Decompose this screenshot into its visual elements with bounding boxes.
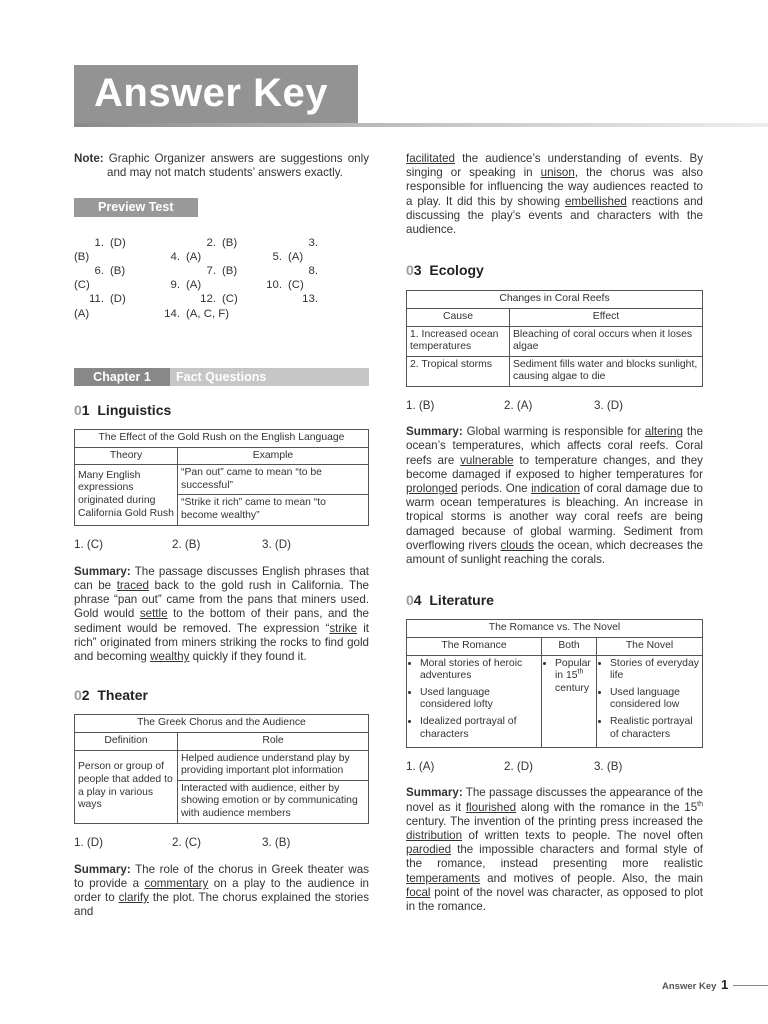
- answer-value: (B): [222, 265, 238, 278]
- chapter-label: Chapter 1: [74, 368, 170, 386]
- table-header: Both: [542, 638, 597, 656]
- list-item: • Idealized portrayal of characters: [420, 716, 538, 741]
- vocab-word: unison: [540, 166, 575, 180]
- vocab-word: traced: [116, 579, 149, 592]
- table-cell: 2. Tropical storms: [407, 356, 510, 386]
- answer-number: 8.: [308, 265, 318, 278]
- summary: Summary: Global warming is responsible for altering the ocean’s temperatures, which affects coral reefs. Coral reefs are vulnerable to temperature changes, and they become damaged if exposed to higher temperatures for prolonged periods. One indication of coral damage due to warm ocean temperatures is bleaching. An increase in tropical storms is another way coral reefs are being damaged because of global warming. Sediment from overflowing rivers clouds the ocean, which decreases the amount of sunlight reaching the corals.: [406, 425, 703, 567]
- table-cell: Sediment fills water and blocks sunlight, causing algae to die: [510, 356, 703, 386]
- answer-row: 1. (B) 2. (A) 3. (D): [406, 398, 623, 412]
- answer-value: (A, C, F): [186, 307, 230, 320]
- answer-value: (B): [110, 265, 126, 278]
- section-title: Literature: [429, 592, 494, 609]
- answer-number: 2.: [206, 236, 216, 249]
- table-caption: The Greek Chorus and the Audience: [75, 715, 369, 733]
- list-item: • Stories of everyday life: [610, 658, 699, 683]
- vocab-word: commentary: [144, 876, 209, 890]
- answer-value: (C): [288, 279, 304, 292]
- preview-test-heading: Preview Test: [74, 198, 198, 216]
- title-banner: [74, 65, 358, 125]
- left-column: [74, 152, 369, 920]
- answer-value: (C): [74, 279, 90, 292]
- answer-number: 10.: [266, 279, 282, 292]
- answer-row: 1. (D) 2. (C) 3. (B): [74, 835, 291, 849]
- section-heading: 04 Literature: [406, 592, 494, 609]
- answer-number: 14.: [164, 307, 180, 320]
- table-cell: [542, 655, 597, 748]
- chapter-subtitle: Fact Questions: [176, 369, 267, 384]
- vocab-word: embellished: [564, 194, 627, 208]
- summary: Summary: The passage discusses English phrases that can be traced back to the gold rush in California. The phrase “pan out” came from the pans that miners used. Gold would settle to the bottom of their pans, and the sediment would be removed. The expression “strike it rich” originated from miners striking the rocks to find gold and becoming wealthy quickly if they found it.: [74, 564, 370, 664]
- note-text: Graphic Organizer answers are suggestions only and may not match students’ answers exactly.: [107, 152, 369, 180]
- page-title: Answer Key: [94, 71, 328, 115]
- answer-number: 5.: [272, 250, 282, 263]
- table-header: Effect: [510, 309, 703, 327]
- table-header: Theory: [75, 447, 178, 465]
- right-column: [406, 152, 703, 914]
- footer-label: Answer Key: [662, 981, 717, 992]
- vocab-word: facilitated: [406, 152, 455, 165]
- vocab-word: prolonged: [406, 482, 458, 495]
- table-header: Cause: [407, 309, 510, 327]
- section-heading: 01 Linguistics: [74, 401, 172, 418]
- answer-number: 1.: [94, 236, 104, 249]
- page-number: 1: [721, 977, 729, 992]
- answer-number: 11.: [89, 293, 104, 306]
- list-item: • Popular in 15th century: [555, 658, 593, 696]
- title-rule: [74, 123, 768, 127]
- preview-test-header: [74, 198, 369, 216]
- answer-value: (D): [110, 293, 126, 306]
- footer-rule: [733, 985, 768, 986]
- section-title: Ecology: [429, 262, 484, 279]
- answer-value: (A): [186, 250, 202, 263]
- ecology-table: [406, 290, 703, 387]
- vocab-word: indication: [531, 482, 581, 495]
- vocab-word: clouds: [500, 538, 535, 552]
- answer-value: (A): [186, 279, 202, 292]
- table-cell: Interacted with audience, either by showing emotion or by communicating with audience members: [178, 780, 369, 823]
- linguistics-table: [74, 429, 369, 526]
- table-cell: Bleaching of coral occurs when it loses algae: [510, 326, 703, 356]
- list-item: • Used language considered lofty: [420, 687, 538, 712]
- vocab-word: focal: [406, 885, 431, 899]
- summary-continued: facilitated the audience’s understanding of events. By singing or speaking in unison, the chorus was also responsible for influencing the way audiences reacted to a play. It did this by showing embellished reactions and discussing the play’s events and characters with the audience.: [406, 152, 703, 237]
- table-header: Definition: [75, 733, 178, 751]
- answer-number: 12.: [200, 293, 216, 306]
- table-cell: [597, 655, 703, 748]
- table-header: Example: [178, 447, 369, 465]
- answer-number: 7.: [206, 265, 216, 278]
- answer-number: 4.: [170, 250, 180, 263]
- vocab-word: flourished: [465, 800, 517, 814]
- vocab-word: distribution: [406, 828, 463, 842]
- table-caption: The Romance vs. The Novel: [407, 620, 703, 638]
- vocab-word: temperaments: [406, 871, 481, 885]
- answer-value: (A): [74, 307, 90, 320]
- vocab-word: parodied: [406, 843, 452, 857]
- note-label: Note:: [74, 152, 104, 165]
- table-caption: The Effect of the Gold Rush on the English Language: [75, 430, 369, 448]
- answer-value: (A): [288, 250, 304, 263]
- vocab-word: strike: [329, 621, 358, 635]
- note: [74, 152, 369, 180]
- answer-number: 13.: [302, 293, 318, 306]
- table-cell: Person or group of people that added to a play in various ways: [75, 750, 178, 823]
- vocab-word: clarify: [118, 891, 149, 905]
- answer-row: 1. (C) 2. (B) 3. (D): [74, 537, 291, 551]
- answer-value: (B): [222, 236, 238, 249]
- table-header: The Romance: [407, 638, 542, 656]
- vocab-word: vulnerable: [460, 453, 514, 467]
- table-header: Role: [178, 733, 369, 751]
- list-item: • Used language considered low: [610, 687, 699, 712]
- table-cell: [407, 655, 542, 748]
- vocab-word: wealthy: [150, 650, 190, 664]
- table-cell: Helped audience understand play by providing important plot information: [178, 750, 369, 780]
- vocab-word: settle: [139, 607, 168, 621]
- table-cell: 1. Increased ocean temperatures: [407, 326, 510, 356]
- section-heading: 03 Ecology: [406, 262, 484, 279]
- answer-value: (B): [74, 250, 90, 263]
- summary: Summary: The passage discusses the appearance of the novel as it flourished along with the romance in the 15th century. The invention of the printing press increased the distribution of written texts to people. The novel often parodied the impossible characters and formal style of the romance, instead presenting more realistic temperaments and motives of people. Also, the main focal point of the novel was character, as opposed to plot in the romance.: [406, 786, 704, 913]
- table-cell: Many English expressions originated during California Gold Rush: [75, 465, 178, 525]
- section-title: Theater: [97, 687, 148, 704]
- table-cell: “Pan out” came to mean “to be successful”: [178, 465, 369, 495]
- preview-test-answers: [74, 236, 369, 321]
- answer-value: (D): [110, 236, 126, 249]
- section-heading: 02 Theater: [74, 687, 148, 704]
- list-item: • Moral stories of heroic adventures: [420, 658, 538, 683]
- answer-row: 1. (A) 2. (D) 3. (B): [406, 760, 623, 774]
- answer-number: 6.: [94, 265, 104, 278]
- vocab-word: altering: [644, 425, 683, 439]
- summary: Summary: The role of the chorus in Greek theater was to provide a commentary on a play to the audience in order to clarify the plot. The chorus explained the stories and: [74, 862, 369, 919]
- chapter-header: [74, 368, 369, 386]
- theater-table: [74, 714, 369, 823]
- table-caption: Changes in Coral Reefs: [407, 291, 703, 309]
- section-title: Linguistics: [97, 401, 172, 418]
- list-item: • Realistic portrayal of characters: [610, 716, 699, 741]
- answer-value: (C): [222, 293, 238, 306]
- answer-number: 9.: [170, 279, 180, 292]
- page-footer: [662, 977, 728, 992]
- table-cell: “Strike it rich” came to mean “to become wealthy”: [178, 495, 369, 525]
- literature-table: [406, 619, 703, 748]
- table-header: The Novel: [597, 638, 703, 656]
- answer-number: 3.: [308, 236, 318, 249]
